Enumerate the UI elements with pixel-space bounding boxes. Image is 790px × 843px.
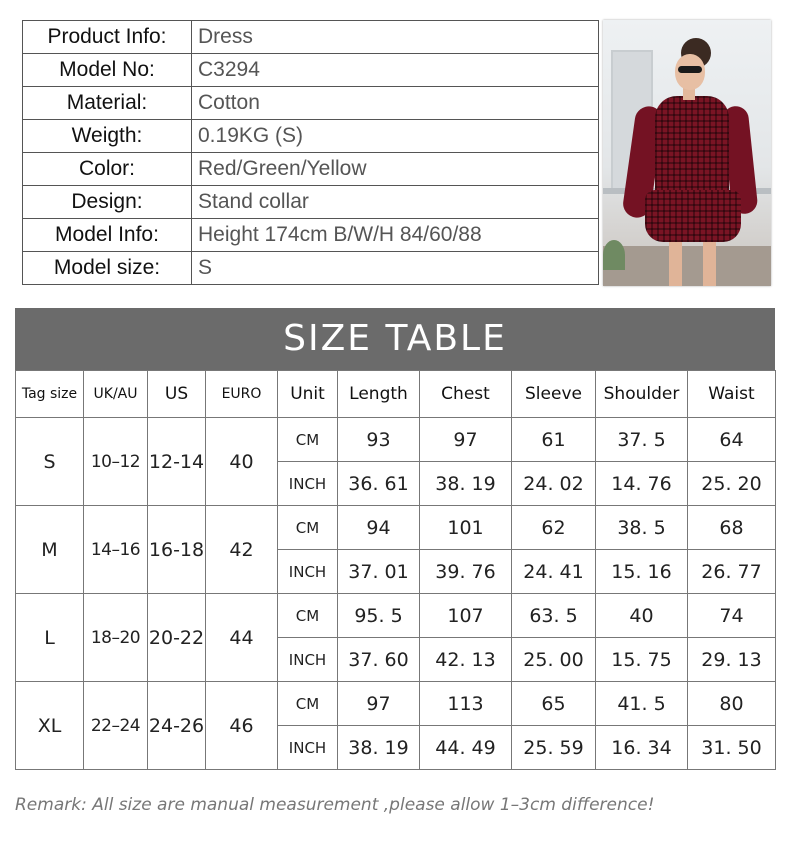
shoulder-cell: 16. 34 [596,726,688,770]
header-chest: Chest [420,371,512,418]
info-value: Dress [192,21,599,54]
euro-cell: 44 [206,594,278,682]
waist-cell: 31. 50 [688,726,776,770]
header-waist: Waist [688,371,776,418]
shoulder-cell: 38. 5 [596,506,688,550]
waist-cell: 26. 77 [688,550,776,594]
info-label: Model No: [23,54,192,87]
unit-cell: INCH [278,726,338,770]
shoulder-cell: 14. 76 [596,462,688,506]
uk-au-cell: 10–12 [84,418,148,506]
length-cell: 36. 61 [338,462,420,506]
info-row-color [23,153,599,186]
size-table [15,370,776,770]
shoulder-cell: 41. 5 [596,682,688,726]
photo-leg-right [703,240,716,286]
unit-cell: INCH [278,638,338,682]
length-cell: 37. 01 [338,550,420,594]
info-value: S [192,252,599,285]
info-label: Material: [23,87,192,120]
size-table-title: SIZE TABLE [15,308,775,370]
photo-plant [603,240,625,270]
sleeve-cell: 25. 00 [512,638,596,682]
length-cell: 38. 19 [338,726,420,770]
remark-note: Remark: All size are manual measurement ,please allow 1–3cm difference! [15,795,655,815]
unit-cell: CM [278,594,338,638]
uk-au-cell: 18–20 [84,594,148,682]
unit-cell: CM [278,506,338,550]
info-row-model-info [23,219,599,252]
shoulder-cell: 15. 75 [596,638,688,682]
sleeve-cell: 61 [512,418,596,462]
info-value: C3294 [192,54,599,87]
header-uk-au: UK/AU [84,371,148,418]
shoulder-cell: 37. 5 [596,418,688,462]
tag-size-cell: S [16,418,84,506]
header-tag-size: Tag size [16,371,84,418]
header-unit: Unit [278,371,338,418]
sleeve-cell: 62 [512,506,596,550]
table-row [16,506,776,550]
info-label: Model size: [23,252,192,285]
info-label: Design: [23,186,192,219]
unit-cell: CM [278,418,338,462]
us-cell: 16-18 [148,506,206,594]
info-row-weight [23,120,599,153]
shoulder-cell: 40 [596,594,688,638]
length-cell: 94 [338,506,420,550]
chest-cell: 97 [420,418,512,462]
euro-cell: 40 [206,418,278,506]
header-shoulder: Shoulder [596,371,688,418]
uk-au-cell: 14–16 [84,506,148,594]
chest-cell: 42. 13 [420,638,512,682]
waist-cell: 68 [688,506,776,550]
info-row-product [23,21,599,54]
shoulder-cell: 15. 16 [596,550,688,594]
header-sleeve: Sleeve [512,371,596,418]
us-cell: 20-22 [148,594,206,682]
euro-cell: 42 [206,506,278,594]
waist-cell: 74 [688,594,776,638]
tag-size-cell: XL [16,682,84,770]
length-cell: 97 [338,682,420,726]
info-label: Product Info: [23,21,192,54]
info-label: Color: [23,153,192,186]
sleeve-cell: 24. 02 [512,462,596,506]
photo-leg-left [669,240,682,286]
us-cell: 12-14 [148,418,206,506]
header-length: Length [338,371,420,418]
table-row [16,418,776,462]
tag-size-cell: L [16,594,84,682]
photo-sunglasses [678,66,702,73]
unit-cell: CM [278,682,338,726]
info-row-model-size [23,252,599,285]
info-label: Model Info: [23,219,192,252]
length-cell: 37. 60 [338,638,420,682]
info-label: Weigth: [23,120,192,153]
chest-cell: 38. 19 [420,462,512,506]
waist-cell: 80 [688,682,776,726]
sleeve-cell: 25. 59 [512,726,596,770]
info-value: Stand collar [192,186,599,219]
photo-dress-skirt [645,190,741,242]
length-cell: 95. 5 [338,594,420,638]
sleeve-cell: 24. 41 [512,550,596,594]
waist-cell: 29. 13 [688,638,776,682]
sleeve-cell: 65 [512,682,596,726]
chest-cell: 44. 49 [420,726,512,770]
sleeve-cell: 63. 5 [512,594,596,638]
info-row-design [23,186,599,219]
product-info-table [22,20,599,285]
size-table-header [16,371,776,418]
length-cell: 93 [338,418,420,462]
info-value: Red/Green/Yellow [192,153,599,186]
photo-ground [603,246,771,286]
us-cell: 24-26 [148,682,206,770]
header-us: US [148,371,206,418]
table-row [16,682,776,726]
chest-cell: 113 [420,682,512,726]
chest-cell: 39. 76 [420,550,512,594]
info-row-model-no [23,54,599,87]
model-photo [603,20,771,286]
header-euro: EURO [206,371,278,418]
euro-cell: 46 [206,682,278,770]
chest-cell: 107 [420,594,512,638]
waist-cell: 25. 20 [688,462,776,506]
unit-cell: INCH [278,550,338,594]
tag-size-cell: M [16,506,84,594]
uk-au-cell: 22–24 [84,682,148,770]
table-row [16,594,776,638]
info-value: Cotton [192,87,599,120]
unit-cell: INCH [278,462,338,506]
chest-cell: 101 [420,506,512,550]
waist-cell: 64 [688,418,776,462]
info-value: Height 174cm B/W/H 84/60/88 [192,219,599,252]
info-value: 0.19KG (S) [192,120,599,153]
info-row-material [23,87,599,120]
